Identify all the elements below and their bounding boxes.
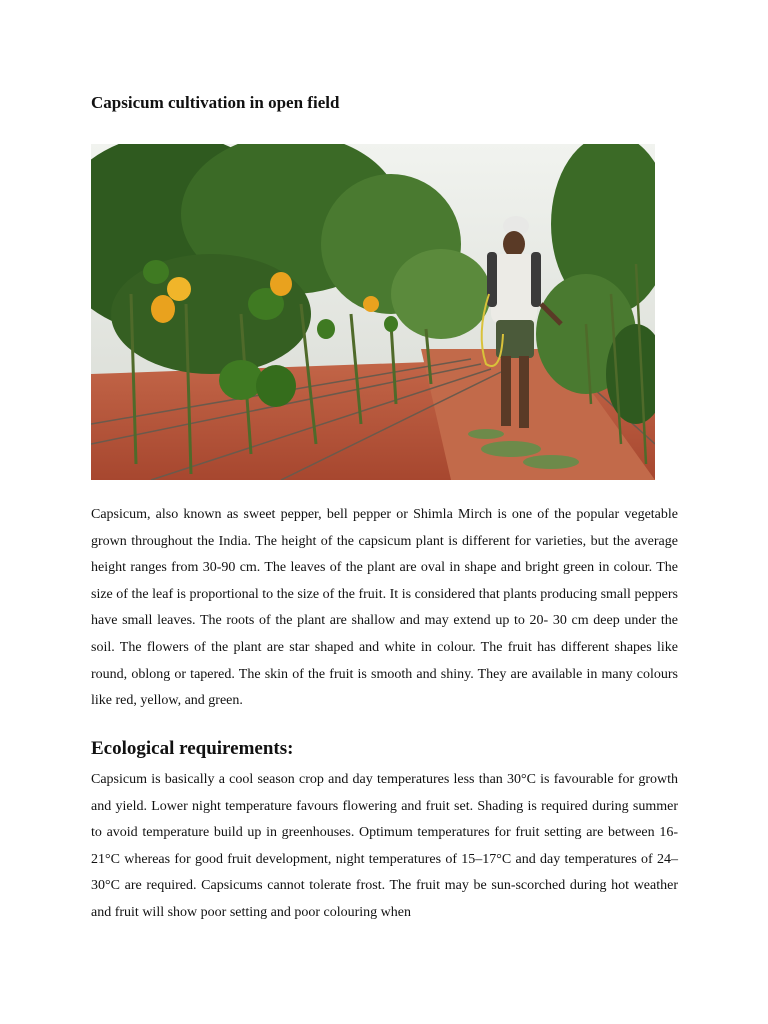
photo-illustration: [91, 144, 655, 480]
ecology-paragraph: Capsicum is basically a cool season crop and day temperatures less than 30°C is favourable for growth and yield. Lower night temperature favours flowering and fruit set. Shading is required during summer to avoid temperature build up in greenhouses. Optimum temperatures for fruit setting are between 16- 21°C whereas for good fruit development, night temperatures of 15–17°C and day temperatures of 24–30°C are required. Capsicums cannot tolerate frost. The fruit may be sun-scorched during hot weather and fruit will show poor setting and poor colouring when: [91, 772, 678, 920]
page-title: Capsicum cultivation in open field: [91, 93, 340, 112]
intro-paragraph: Capsicum, also known as sweet pepper, bell pepper or Shimla Mirch is one of the popular vegetable grown throughout the India. The height of the capsicum plant is different for varieties, but the average height ranges from 30-90 cm. The leaves of the plant are oval in shape and bright green in colour. The size of the leaf is proportional to the size of the fruit. It is considered that plants producing small peppers have small leaves. The roots of the plant are shallow and may extend up to 20- 30 cm deep under the soil. The flowers of the plant are star shaped and white in colour. The fruit has different shapes like round, oblong or tapered. The skin of the fruit is smooth and shiny. They are available in many colours like red, yellow, and green.: [91, 507, 678, 709]
capsicum-field-photo: [91, 144, 655, 480]
section-heading: Ecological requirements:: [91, 738, 294, 759]
